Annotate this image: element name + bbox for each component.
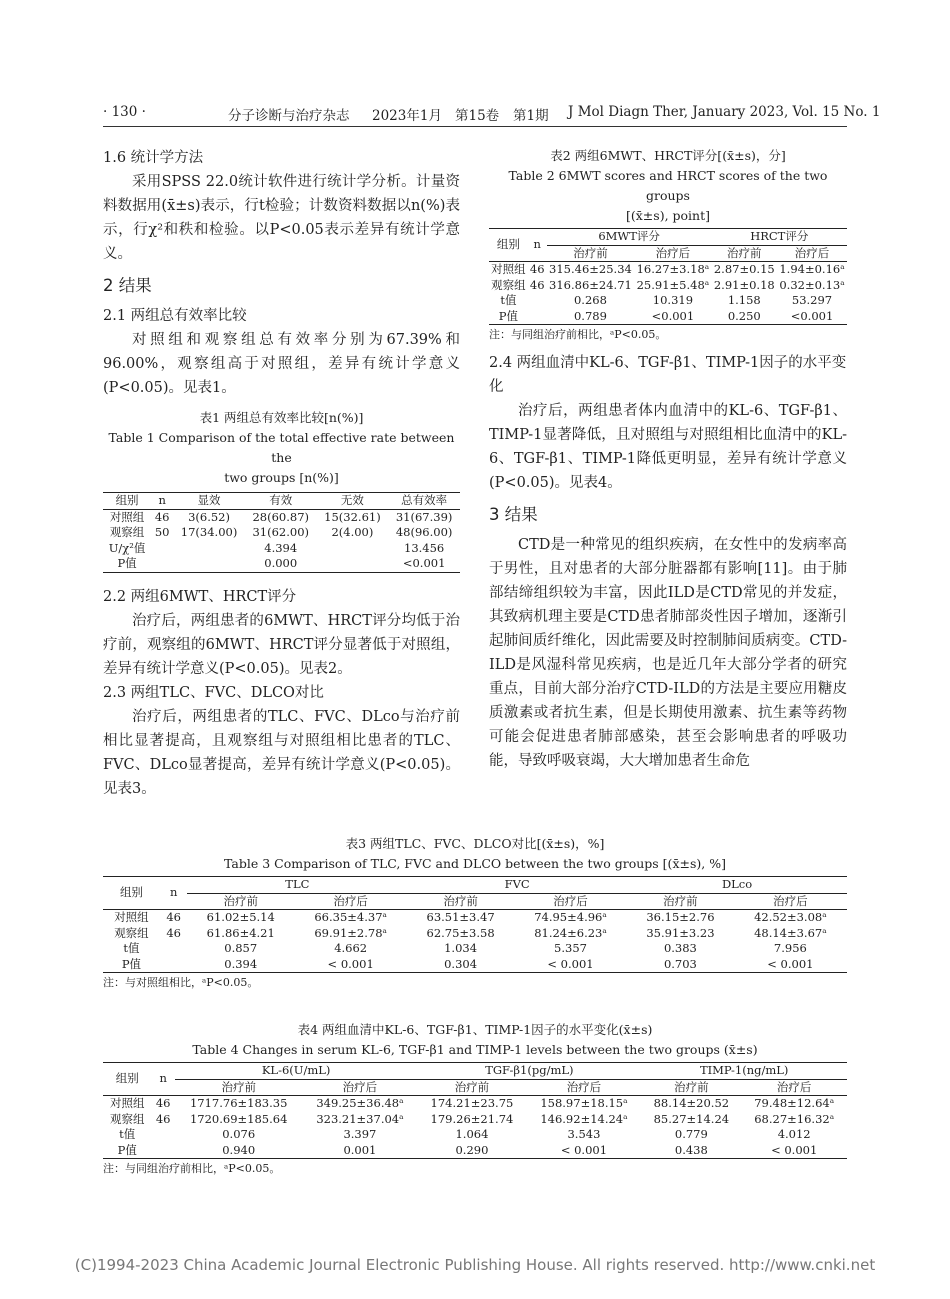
table-row (103, 1096, 847, 1112)
table-cell: 0.001 (343, 1142, 377, 1157)
table-cell: <0.001 (402, 556, 446, 570)
table-cell: 10.319 (652, 293, 694, 307)
table-cell: 0.076 (222, 1127, 256, 1141)
table-header: 组别 (103, 877, 160, 910)
table-2-caption-en-2: [(x̄±s), point] (626, 208, 710, 223)
table-cell: 13.456 (404, 540, 445, 555)
table-cell: <0.001 (651, 308, 695, 323)
table-cell: 4.394 (264, 540, 298, 555)
table-header: HRCT评分 (712, 229, 847, 246)
table-header: 治疗后 (566, 1079, 602, 1094)
table-cell: 1.94±0.16ᵃ (779, 262, 845, 276)
table-cell: 15(32.61) (324, 509, 381, 524)
table-cell: 61.86±4.21 (206, 925, 275, 940)
table-cell: 46 (529, 262, 545, 276)
table-header: 治疗前 (674, 1079, 709, 1094)
table-cell: 79.48±12.64ᵃ (754, 1096, 835, 1110)
table-cell: 36.15±2.76 (646, 910, 715, 924)
table-cell: 146.92±14.24ᵃ (540, 1111, 628, 1126)
table-cell: 3.397 (343, 1127, 377, 1141)
table-cell: U/χ²值 (108, 540, 146, 555)
table-cell: 0.703 (663, 956, 697, 971)
journal-title-en: J Mol Diagn Ther, January 2023, Vol. 15 No. 1 (568, 104, 881, 120)
section-2-1-title: 2.1 两组总有效率比较 (103, 308, 247, 324)
table-cell: < 0.001 (560, 1142, 608, 1157)
table-header: 治疗前 (663, 893, 698, 908)
table-cell: 349.25±36.48ᵃ (316, 1096, 404, 1110)
table-cell (151, 541, 173, 557)
table-cell (151, 1143, 174, 1159)
table-cell: 5.357 (554, 941, 587, 955)
table-cell: 174.21±23.75 (430, 1096, 514, 1110)
table-2-grid (489, 228, 847, 325)
table-cell: 66.35±4.37ᵃ (314, 910, 387, 924)
table-header: DLco (627, 877, 847, 894)
table-cell: < 0.001 (767, 956, 814, 971)
issue-cn: 第1期 (513, 108, 549, 124)
table-3-caption-cn: 表3 两组TLC、FVC、DLCO对比[(x̄±s)，%] (345, 836, 605, 851)
table-header: 治疗前 (727, 245, 762, 260)
table-cell: 观察组 (109, 525, 145, 539)
table-4-caption-en: Table 4 Changes in serum KL-6, TGF-β1 and TIMP-1 levels between the two groups (x̄±s) (192, 1042, 758, 1057)
table-cell: 69.91±2.78ᵃ (314, 925, 387, 940)
table-cell: 63.51±3.47 (426, 910, 495, 924)
table-cell: 对照组 (109, 509, 145, 524)
table-1-grid (103, 492, 460, 573)
table-cell: 0.000 (264, 556, 298, 570)
table-header: 治疗前 (221, 1079, 256, 1094)
table-2-caption-en: Table 2 6MWT scores and HRCT scores of the two groups (508, 168, 828, 203)
table-cell (151, 1127, 174, 1143)
table-cell: 50 (154, 525, 170, 539)
table-cell: 4.662 (334, 941, 368, 955)
section-1-6-text: 采用SPSS 22.0统计软件进行统计学分析。计量资料数据用(x̄±s)表示，行t检验；计数资料数据以n(%)表示，行χ²和秩和检验。以P<0.05表示差异有统计学意义。 (103, 174, 460, 262)
table-cell (317, 541, 389, 557)
table-cell: 0.940 (222, 1142, 256, 1157)
table-cell: 3(6.52) (188, 509, 230, 524)
table-cell: 7.956 (773, 941, 807, 955)
table-row (103, 556, 460, 572)
table-header: 治疗后 (333, 893, 368, 908)
table-cell: 46 (166, 910, 181, 924)
table-cell: 0.268 (573, 293, 607, 307)
table-cell: 2.91±0.18 (713, 277, 775, 292)
table-header: 治疗后 (553, 893, 588, 908)
table-cell: 16.27±3.18ᵃ (636, 262, 710, 276)
table-cell: 42.52±3.08ᵃ (754, 910, 827, 924)
section-3-title: 3 结果 (489, 505, 538, 524)
table-cell: 4.012 (777, 1127, 811, 1141)
table-header: n (160, 877, 188, 910)
table-cell: 0.383 (663, 941, 697, 955)
table-row (103, 910, 847, 926)
section-2-2-text: 治疗后，两组患者的6MWT、HRCT评分均低于治疗前，观察组的6MWT、HRCT评分显著低于对照组，差异有统计学意义(P<0.05)。见表2。 (103, 612, 460, 677)
table-row (103, 941, 847, 957)
table-cell (160, 941, 188, 957)
table-cell: 2(4.00) (331, 525, 374, 539)
table-cell: 1.034 (444, 941, 478, 955)
table-header: 组别 (115, 493, 139, 507)
table-row (103, 926, 847, 942)
table-header: 治疗后 (794, 245, 830, 260)
table-cell: 88.14±20.52 (653, 1096, 730, 1110)
table-header: TGF-β1(pg/mL) (417, 1063, 641, 1080)
table-header: 6MWT评分 (547, 229, 712, 246)
table-cell: 31(62.00) (252, 525, 309, 539)
table-cell: P值 (498, 308, 519, 323)
table-row (103, 957, 847, 973)
table-header: 治疗前 (573, 245, 608, 260)
table-cell: 85.27±14.24 (653, 1111, 730, 1126)
table-cell: 46 (529, 277, 545, 292)
table-1 (103, 408, 460, 573)
table-header: TLC (187, 877, 407, 894)
table-cell: 179.26±21.74 (430, 1111, 514, 1126)
table-cell: 1720.69±185.64 (189, 1111, 288, 1126)
table-cell: 3.543 (567, 1127, 601, 1141)
left-column (103, 146, 460, 801)
table-header: 治疗前 (223, 893, 258, 908)
table-header: FVC (407, 877, 627, 894)
table-row (103, 509, 460, 525)
table-cell: 观察组 (109, 1111, 145, 1126)
table-cell: 0.250 (727, 308, 761, 323)
table-cell: 0.394 (224, 956, 258, 971)
table-cell: < 0.001 (327, 956, 374, 971)
table-header: 治疗后 (776, 1079, 812, 1094)
table-header: n (151, 1063, 174, 1096)
table-cell: 1.064 (455, 1127, 489, 1141)
table-cell: 对照组 (109, 1096, 145, 1110)
table-cell: 68.27±16.32ᵃ (754, 1111, 835, 1126)
table-cell: 28(60.87) (252, 509, 309, 524)
table-cell: t值 (123, 941, 140, 955)
table-header: 无效 (340, 493, 364, 507)
table-header: 治疗后 (655, 245, 691, 260)
table-header: 显效 (197, 493, 221, 507)
table-cell: 31(67.39) (395, 509, 453, 524)
table-2 (489, 146, 847, 343)
table-cell: 74.95±4.96ᵃ (534, 910, 607, 924)
section-2-3-text: 治疗后，两组患者的TLC、FVC、DLco与治疗前相比显著提高，且观察组与对照组相比患者的TLC、FVC、DLco显著提高，差异有统计学意义(P<0.05)。见表3。 (103, 708, 460, 797)
table-cell: < 0.001 (547, 956, 594, 971)
table-cell: 62.75±3.58 (426, 925, 495, 940)
table-row (103, 541, 460, 557)
table-cell (528, 309, 547, 325)
table-cell: < 0.001 (771, 1142, 818, 1157)
table-cell: 48.14±3.67ᵃ (754, 925, 827, 940)
table-cell: 2.87±0.15 (713, 262, 775, 276)
table-3-note: 注：与对照组相比，ᵃP<0.05。 (103, 976, 259, 989)
header-rule (103, 126, 847, 127)
table-3 (103, 834, 847, 991)
table-cell: 61.02±5.14 (206, 910, 275, 924)
table-cell: 对照组 (114, 910, 149, 924)
table-cell: 323.21±37.04ᵃ (316, 1111, 404, 1126)
section-2-2-title: 2.2 两组6MWT、HRCT评分 (103, 588, 297, 605)
table-header: 总有效率 (401, 493, 448, 507)
section-2-4-title: 2.4 两组血清中KL-6、TGF-β1、TIMP-1因子的水平变化 (489, 355, 847, 395)
volume-cn: 第15卷 (455, 108, 500, 124)
table-cell: 0.438 (674, 1142, 708, 1157)
section-1-6-title: 1.6 统计学方法 (103, 150, 204, 166)
table-cell: 17(34.00) (180, 525, 238, 539)
table-cell: P值 (117, 556, 137, 570)
table-header: 治疗后 (773, 893, 808, 908)
table-cell (151, 556, 173, 572)
table-row (103, 1127, 847, 1143)
table-cell: 48(96.00) (395, 525, 453, 539)
table-cell: 0.304 (444, 956, 478, 971)
table-cell: 0.32±0.13ᵃ (779, 277, 845, 292)
table-row (489, 309, 847, 325)
table-cell: 35.91±3.23 (646, 925, 715, 940)
table-4-note: 注：与同组治疗前相比，ᵃP<0.05。 (103, 1162, 281, 1175)
table-3-caption-en: Table 3 Comparison of TLC, FVC and DLCO between the two groups [(x̄±s), %] (224, 856, 726, 871)
table-cell: P值 (117, 1142, 137, 1157)
table-1-caption-en: Table 1 Comparison of the total effective rate between the (108, 430, 455, 465)
table-cell: 0.857 (224, 941, 258, 955)
table-cell: 观察组 (114, 925, 149, 940)
table-cell: 81.24±6.23ᵃ (534, 925, 607, 940)
table-header: KL-6(U/mL) (175, 1063, 417, 1080)
table-4-grid (103, 1062, 847, 1159)
table-cell: 316.86±24.71 (549, 277, 632, 292)
table-cell: 0.779 (674, 1127, 708, 1141)
table-4 (103, 1020, 847, 1177)
table-cell: 0.789 (573, 308, 607, 323)
table-row (489, 278, 847, 294)
table-cell (160, 957, 188, 973)
section-2-1-text: 对照组和观察组总有效率分别为67.39%和96.00%，观察组高于对照组，差异有统计学意义(P<0.05)。见表1。 (103, 332, 460, 396)
issue-date-cn: 2023年1月 (372, 108, 442, 124)
table-row (489, 262, 847, 278)
table-cell: 46 (154, 509, 170, 524)
table-header: 治疗前 (443, 893, 478, 908)
table-cell: 46 (155, 1111, 171, 1126)
table-cell (173, 541, 245, 557)
table-cell: 46 (155, 1096, 171, 1110)
table-cell: 1.158 (727, 293, 761, 307)
section-2-3-title: 2.3 两组TLC、FVC、DLCO对比 (103, 684, 324, 701)
table-cell: 46 (166, 925, 181, 940)
table-cell: t值 (500, 293, 517, 307)
table-cell: 315.46±25.34 (549, 262, 632, 276)
page-number: · 130 · (103, 104, 146, 120)
table-row (103, 1112, 847, 1128)
table-row (489, 293, 847, 309)
table-1-caption-cn: 表1 两组总有效率比较[n(%)] (199, 410, 364, 425)
table-row (103, 525, 460, 541)
table-header: TIMP-1(ng/mL) (641, 1063, 847, 1080)
table-cell: 1717.76±183.35 (189, 1096, 288, 1110)
table-2-caption-cn: 表2 两组6MWT、HRCT评分[(x̄±s)，分] (550, 148, 786, 163)
section-3-text: CTD是一种常见的组织疾病，在女性中的发病率高于男性，且对患者的大部分脏器都有影响[11]。由于肺部结缔组织较为丰富，因此ILD是CTD常见的并发症，其致病机理主要是CTD患者肺部炎性因子增加，逐渐引起肺间质纤维化，因此需要及时控制肺间质病变。CTD-ILD是风湿科常见疾病，也是近几年大部分学者的研究重点，目前大部分治疗CTD-ILD的方法是主要应用糖皮质激素或者抗生素，但是长期使用激素、抗生素等药物可能会促进患者肺部感染，甚至会影响患者的呼吸功能，导致呼吸衰竭，大大增加患者生命危 (489, 537, 847, 769)
table-header: n (158, 493, 166, 507)
table-cell: 对照组 (491, 262, 526, 276)
table-header: 组别 (103, 1063, 151, 1096)
table-3-grid (103, 876, 847, 973)
section-2-4-text: 治疗后，两组患者体内血清中的KL-6、TGF-β1、TIMP-1显著降低，且对照组与对照组相比血清中的KL-6、TGF-β1、TIMP-1降低更明显，差异有统计学意义(P<0.05)。见表4。 (489, 403, 847, 491)
right-column (489, 146, 847, 773)
journal-title-cn: 分子诊断与治疗杂志 (228, 108, 350, 124)
table-cell: P值 (121, 956, 142, 971)
table-cell: 158.97±18.15ᵃ (540, 1096, 628, 1110)
table-header: 有效 (269, 493, 293, 507)
table-cell (173, 556, 245, 572)
table-header: 治疗前 (454, 1079, 490, 1094)
table-header: 治疗后 (342, 1079, 378, 1094)
copyright-footer: (C)1994-2023 China Academic Journal Electronic Publishing House. All rights reserved. http://www.cnki.net (74, 1256, 876, 1274)
table-cell: 观察组 (491, 277, 526, 292)
table-cell: t值 (119, 1127, 136, 1141)
table-cell (317, 556, 389, 572)
table-1-caption-en-2: two groups [n(%)] (224, 470, 339, 485)
table-cell: 0.290 (455, 1142, 489, 1157)
table-cell: <0.001 (790, 308, 834, 323)
table-header: n (528, 229, 547, 262)
table-cell: 53.297 (791, 293, 833, 307)
table-row (103, 1143, 847, 1159)
table-2-note: 注：与同组治疗前相比，ᵃP<0.05。 (489, 328, 667, 341)
section-2-title: 2 结果 (103, 276, 152, 295)
table-4-caption-cn: 表4 两组血清中KL-6、TGF-β1、TIMP-1因子的水平变化(x̄±s) (297, 1022, 653, 1037)
table-cell: 25.91±5.48ᵃ (636, 277, 710, 292)
table-cell (528, 293, 547, 309)
table-header: 组别 (489, 229, 528, 262)
